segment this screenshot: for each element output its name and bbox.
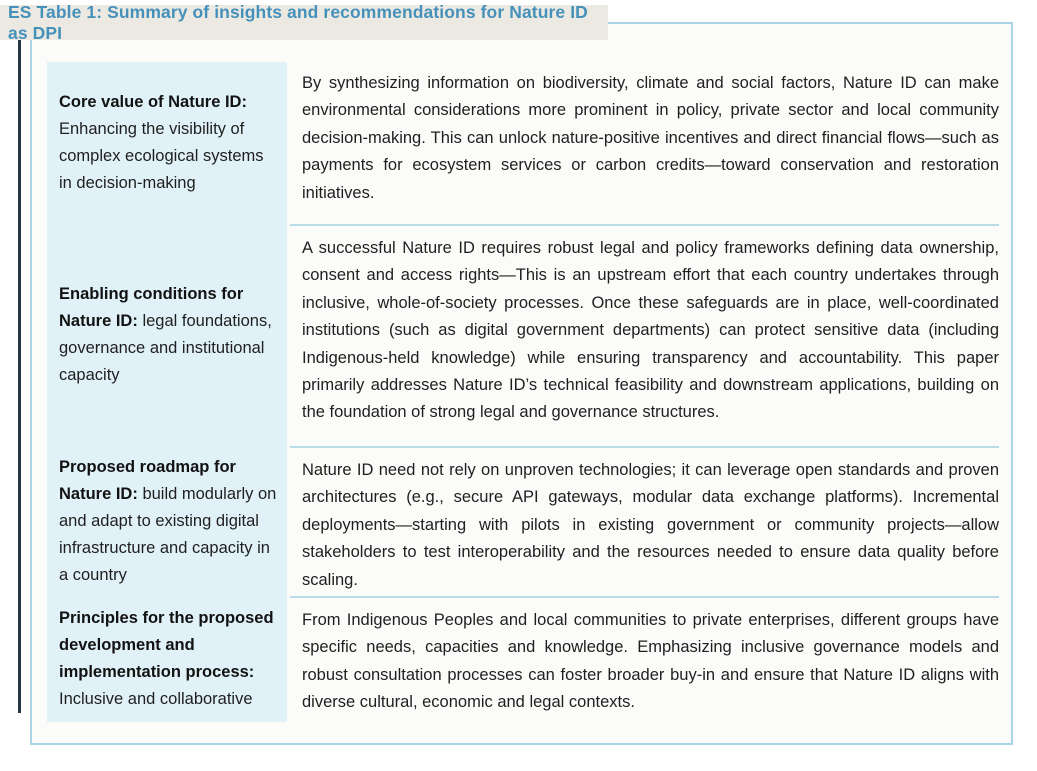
term-label: Proposed roadmap for Nature ID: xyxy=(59,457,236,503)
table-caption: ES Table 1: Summary of insights and recommendations for Nature ID as DPI xyxy=(8,1,588,43)
term-text xyxy=(59,454,279,589)
table-row-2-term-cell xyxy=(47,224,287,446)
table-row-4-term-cell xyxy=(47,596,287,722)
page-accent-rule xyxy=(18,40,21,713)
term-label: Core value of Nature ID: xyxy=(59,93,247,111)
insight-text: From Indigenous Peoples and local communities to private enterprises, different groups have specific needs, capacities and knowledge. Emphasizing inclusive governance models and robust consultation processes can foster broader buy-in and ensure that Nature ID aligns with diverse cultural, economic and legal contexts. xyxy=(302,611,999,712)
term-text xyxy=(59,281,279,389)
summary-table xyxy=(30,22,1013,745)
table-row-3-insight-cell xyxy=(290,446,999,596)
term-definition: build modularly on and adapt to existing digital infrastructure and capacity in a country xyxy=(59,484,277,584)
term-definition: legal foundations, governance and institutional capacity xyxy=(59,312,272,384)
summary-table-grid xyxy=(47,62,999,722)
table-row-2-insight-cell xyxy=(290,224,999,446)
term-definition: Enhancing the visibility of complex ecological systems in decision-making xyxy=(59,120,264,192)
table-caption-strip xyxy=(0,1,608,43)
insight-text: Nature ID need not rely on unproven technologies; it can leverage open standards and proven architectures (e.g., secure API gateways, modular data exchange platforms). Incremental deployments—starting with pilots in existing government or community projects—allow stakeholders to test interoperability and the resources needed to ensure data quality before scaling. xyxy=(302,461,999,589)
table-row-3-term-cell xyxy=(47,446,287,596)
term-label: Principles for the proposed development and implementation process: xyxy=(59,609,274,681)
table-row-1-term-cell xyxy=(47,62,287,224)
table-row-1-insight-cell xyxy=(290,62,999,224)
term-text xyxy=(59,89,279,197)
term-label: Enabling conditions for Nature ID: xyxy=(59,285,244,330)
table-row-4-insight-cell xyxy=(290,596,999,722)
insight-text: A successful Nature ID requires robust legal and policy frameworks defining data ownership, consent and access rights—This is an upstream effort that each country undertakes through inclusive, whole-of-society processes. Once these safeguards are in place, well-coordinated institutions (such as digital government departments) can protect sensitive data (including Indigenous-held knowledge) while ensuring transparency and accountability. This paper primarily addresses Nature ID’s technical feasibility and downstream applications, building on the foundation of strong legal and governance structures. xyxy=(302,239,999,422)
term-text xyxy=(59,605,279,713)
term-definition: Inclusive and collaborative xyxy=(59,690,253,708)
insight-text: By synthesizing information on biodiversity, climate and social factors, Nature ID can make environmental considerations more prominent in policy, private sector and local community decision-making. This can unlock nature-positive incentives and direct financial flows—such as payments for ecosystem services or carbon credits—toward conservation and restoration initiatives. xyxy=(302,74,999,202)
